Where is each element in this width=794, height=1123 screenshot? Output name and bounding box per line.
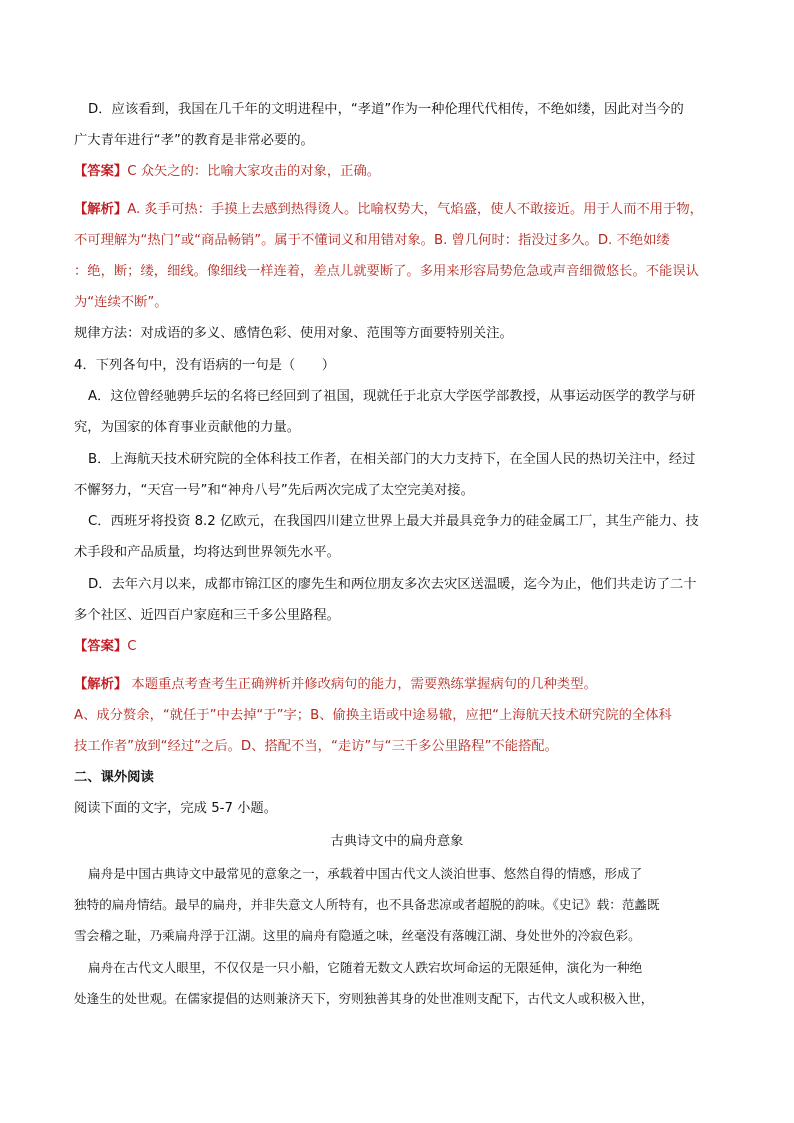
essay-title: 古典诗文中的扁舟意象 bbox=[330, 834, 464, 849]
option-c-line2: 术手段和产品质量，均将达到世界领先水平。 bbox=[74, 545, 340, 560]
answer-tag: 【答案】 bbox=[74, 164, 128, 179]
answer-4 bbox=[74, 637, 136, 657]
option-d-previous-line2: 广大青年进行“孝”的教育是非常必要的。 bbox=[74, 133, 314, 148]
answer-text: C bbox=[127, 639, 137, 654]
option-d-previous-line1: D．应该看到，我国在几千年的文明进程中，“孝道”作为一种伦理代代相传，不绝如缕，因此对当今的 bbox=[88, 102, 684, 117]
analysis-3-line1 bbox=[74, 200, 703, 220]
option-c-line1: C．西班牙将投资 8.2 亿欧元，在我国四川建立世界上最大并最具竞争力的硅金属工厂，其生产能力、技 bbox=[88, 514, 699, 529]
section-heading: 二、课外阅读 bbox=[74, 770, 154, 785]
analysis-tag: 【解析】 bbox=[74, 677, 128, 692]
option-b-line1: B．上海航天技术研究院的全体科技工作者，在相关部门的大力支持下，在全国人民的热切关注中，经过 bbox=[88, 452, 696, 467]
option-d-line1: D．去年六月以来，成都市锦江区的廖先生和两位朋友多次去灾区送温暖，迄今为止，他们共走访了二十 bbox=[88, 577, 697, 592]
analysis-4-line3: 技工作者”放到“经过”之后。D、搭配不当，“走访”与“三千多公里路程”不能搭配。 bbox=[74, 739, 558, 754]
rule-method: 规律方法：对成语的多义、感情色彩、使用对象、范围等方面要特别关注。 bbox=[74, 326, 513, 341]
option-d-line2: 多个社区、近四百户家庭和三千多公里路程。 bbox=[74, 608, 340, 623]
analysis-text: 本题重点考查考生正确辨析并修改病句的能力，需要熟练掌握病句的几种类型。 bbox=[127, 677, 597, 692]
reading-instruction: 阅读下面的文字，完成 5-7 小题。 bbox=[74, 801, 278, 816]
answer-text: C 众矢之的：比喻大家攻击的对象，正确。 bbox=[127, 164, 381, 179]
analysis-4-line2: A、成分赘余，“就任于”中去掉“于”字；B、偷换主语或中途易辙，应把“上海航天技术研究院的全体科 bbox=[74, 708, 672, 723]
option-a-line2: 究，为国家的体育事业贡献他的力量。 bbox=[74, 420, 301, 435]
essay-p1-line1: 扁舟是中国古典诗文中最常见的意象之一，承载着中国古代文人淡泊世事、悠然自得的情感，形成了 bbox=[88, 866, 643, 881]
essay-p2-line1: 扁舟在古代文人眼里，不仅仅是一只小船，它随着无数文人跌宕坎坷命运的无限延伸，演化为一种绝 bbox=[88, 960, 643, 975]
option-b-line2: 不懈努力，“天宫一号”和“神舟八号”先后两次完成了太空完美对接。 bbox=[74, 483, 474, 498]
option-a-line1: A．这位曾经驰骋乒坛的名将已经回到了祖国，现就任于北京大学医学部教授，从事运动医学的教学与研 bbox=[88, 389, 696, 404]
answer-tag: 【答案】 bbox=[74, 639, 128, 654]
analysis-4-line1 bbox=[74, 675, 597, 695]
question-4-stem: 4．下列各句中，没有语病的一句是（ ） bbox=[74, 358, 336, 373]
analysis-text: A. 炙手可热：手摸上去感到热得烫人。比喻权势大，气焰盛，使人不敢接近。用于人而不用于物， bbox=[127, 202, 703, 217]
answer-3 bbox=[74, 162, 380, 182]
essay-p2-line2: 处逢生的处世观。在儒家提倡的达则兼济天下，穷则独善其身的处世准则支配下，古代文人或积极入世， bbox=[74, 991, 654, 1006]
analysis-3-line2: 不可理解为“热门”或“商品畅销”。属于不懂词义和用错对象。B. 曾几何时：指没过多久。D. 不绝如缕 bbox=[74, 233, 670, 248]
analysis-3-line4: 为“连续不断”。 bbox=[74, 295, 168, 310]
analysis-3-line3: ：绝，断；缕，细线。像细线一样连着，差点儿就要断了。多用来形容局势危急或声音细微悠长。不能误认 bbox=[74, 264, 699, 279]
essay-p1-line2: 独特的扁舟情结。最早的扁舟，并非失意文人所特有，也不具备悲凉或者超脱的韵味。《史记》载：范蠡既 bbox=[74, 897, 660, 912]
analysis-tag: 【解析】 bbox=[74, 202, 128, 217]
essay-p1-line3: 雪会稽之耻，乃乘扁舟浮于江湖。这里的扁舟有隐遁之味，丝毫没有落魄江湖、身处世外的冷寂色彩。 bbox=[74, 928, 641, 943]
